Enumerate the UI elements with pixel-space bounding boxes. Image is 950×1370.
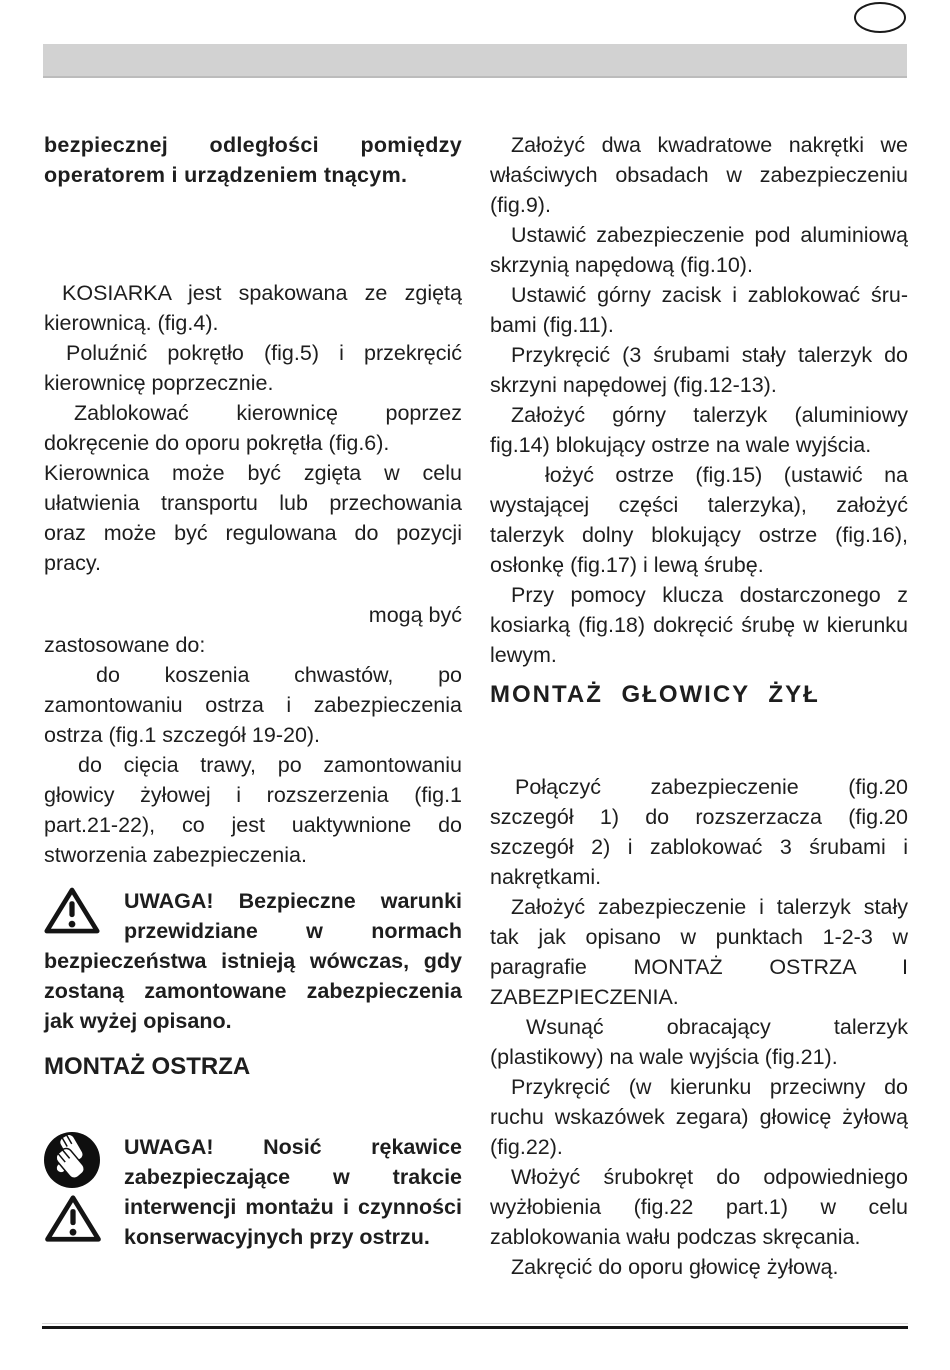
paragraph-ustawic-zabezpieczenie: Ustawić zabezpieczenie pod aluminiową skrzynią napędową (fig.10). [490,223,908,277]
paragraph-zablokowac: Zablokować kierownicę poprzez dokręcenie do oporu pokrętła (fig.6). [44,401,462,455]
right-column [490,130,908,1282]
paragraph-poluznic: Poluźnić pokrętło (fig.5) i przekręcić kierownicę poprzecznie. [44,341,462,395]
page-number-oval [854,2,906,33]
paragraph-nakretki: Założyć dwa kwadratowe nakrętki we właściwych obsadach w zabezpieczeniu (fig.9). [490,133,908,217]
paragraph-przykrecic-talerzyk: Przykręcić (3 śrubami stały talerzyk do skrzyni napędowej (fig.12-13). [490,343,908,397]
footer-rule [42,1326,908,1329]
warning-triangle-icon [44,886,124,944]
header-gray-bar [43,44,907,78]
paragraph-zakrecic: Zakręcić do oporu głowicę żyłową. [511,1255,839,1279]
line-moga-byc: mogą być [368,603,462,627]
paragraph-srubokret: Włożyć śrubokręt do odpowiedniego wyżłobienia (fig.22 part.1) w celu zablokowania wału podczas skręcania. [490,1165,908,1249]
warning-block-gloves [44,1132,462,1252]
section-heading-montaz-glowicy-zyl: MONTAŻ GŁOWICY ŻYŁ [490,681,820,708]
intro-bold-paragraph: bezpiecznej odległości pomiędzy operatorem i urządzeniem tnącym. [44,133,462,187]
paragraph-przykrecic-glowice: Przykręcić (w kierunku przeciwny do ruchu wskazówek zegara) głowicę żyłową (fig.22). [490,1075,908,1159]
paragraph-klucz: Przy pomocy klucza dostarczonego z kosiarką (fig.18) dokręcić śrubę w kierunku lewym. [490,583,908,667]
list-item-ciecie: do cięcia trawy, po zamontowaniu głowicy żyłowej i rozszerzenia (fig.1 part.21-22), co jest uaktywnione do stworzenia zabezpieczenia. [44,753,462,867]
paragraph-kosiarka: KOSIARKA jest spakowana ze zgiętą kierownicą. (fig.4). [44,281,462,335]
footer-rule-light [42,1323,908,1324]
left-column [44,130,462,1252]
warning-gloves-text: UWAGA! Nosić rękawice zabezpieczające w trakcie interwencji montażu i czynności konserwacyjnych przy ostrzu. [124,1135,462,1249]
warning-blade-text: UWAGA! Bezpieczne warunki przewidziane w normach bezpieczeństwa istnieją wówczas, gdy zostaną zamontowane zabezpieczenia jak wyżej opisano. [44,889,462,1033]
paragraph-lozyc-ostrze: łożyć ostrze (fig.15) (ustawić na wystającej części talerzyka), założyć talerzyk dolny blokujący ostrze (fig.16), osłonkę (fig.17) i lewą śrubę. [490,463,908,577]
protective-gloves-icon [44,1132,124,1188]
paragraph-ustawic-zacisk: Ustawić górny zacisk i zablokować śru-bami (fig.11). [490,283,908,337]
section-heading-montaz-ostrza: MONTAŻ OSTRZA [44,1053,251,1080]
paragraph-zalozyc-zabezpieczenie: Założyć zabezpieczenie i talerzyk stały tak jak opisano w punktach 1-2-3 w paragrafie MONTAŻ OSTRZA I ZABEZPIECZENIA. [490,895,908,1009]
warning-block-blade [44,886,462,1036]
paragraph-wsunac: Wsunąć obracający talerzyk (plastikowy) na wale wyjścia (fig.21). [490,1015,908,1069]
warning-triangle-icon [44,1194,124,1244]
paragraph-zastosowane: zastosowane do: [44,633,206,657]
list-item-koszenie: do koszenia chwastów, po zamontowaniu ostrza i zabezpieczenia ostrza (fig.1 szczegół 19-20). [44,663,462,747]
gloves-icon-column [44,1132,124,1252]
paragraph-kierownica: Kierownica może być zgięta w celu ułatwienia transportu lub przechowania oraz może być regulowana do pozycji pracy. [44,461,462,575]
paragraph-polaczyc: Połączyć zabezpieczenie (fig.20 szczegół 1) do rozszerzacza (fig.20 szczegół 2) i zablokować 3 śrubami i nakrętkami. [490,775,908,889]
paragraph-gorny-talerzyk: Założyć górny talerzyk (aluminiowy fig.14) blokujący ostrze na wale wyjścia. [490,403,908,457]
